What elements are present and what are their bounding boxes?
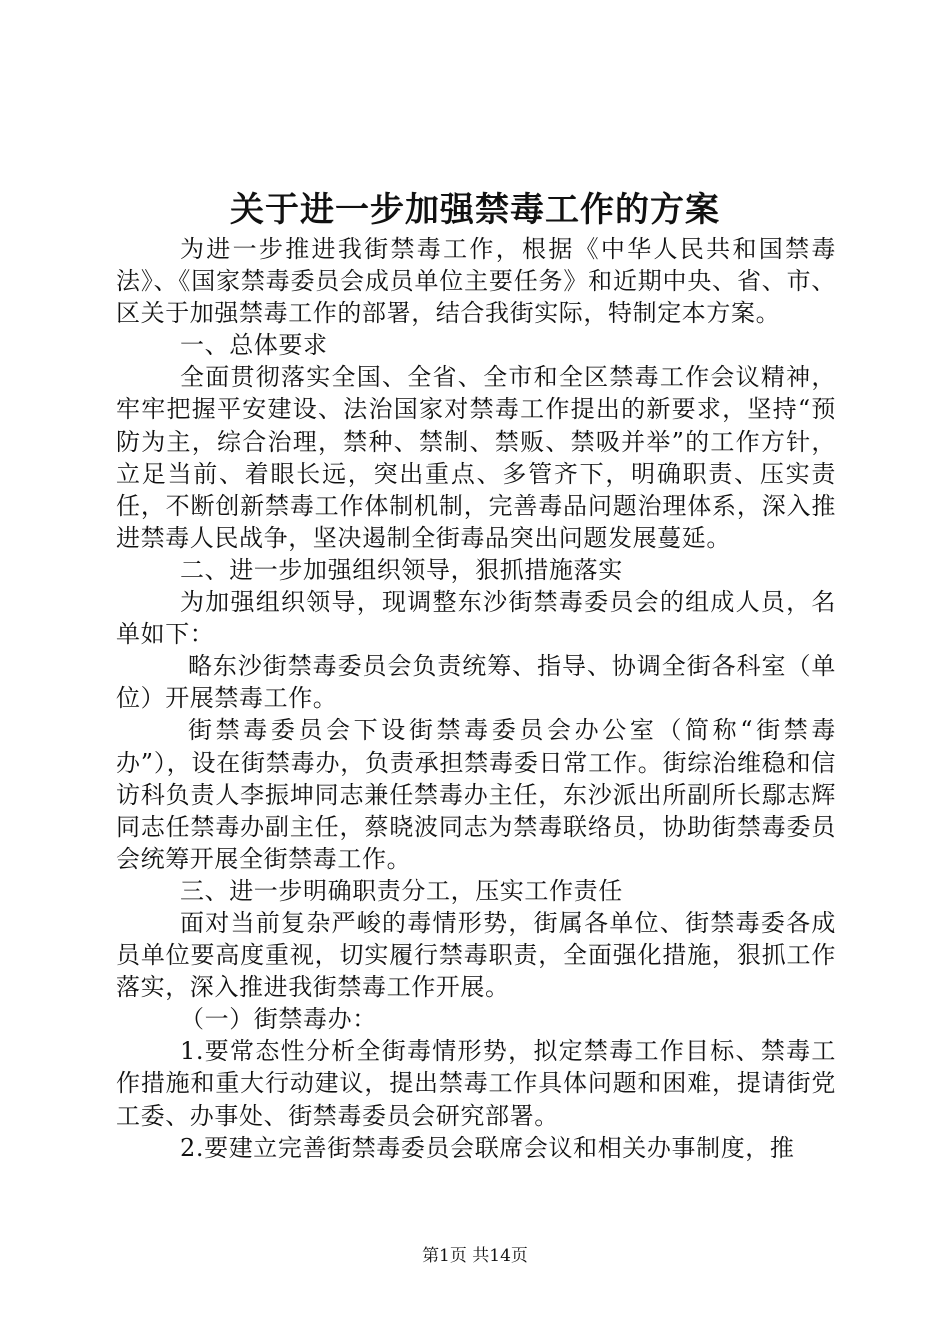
list-item-1: 1.要常态性分析全街毒情形势，拟定禁毒工作目标、禁毒工作措施和重大行动建议，提出禁毒工作具体问题和困难，提请街党工委、办事处、街禁毒委员会研究部署。 (116, 1037, 836, 1130)
paragraph-general-requirements: 全面贯彻落实全国、全省、全市和全区禁毒工作会议精神，牢牢把握平安建设、法治国家对禁毒工作提出的新要求，坚持“预防为主，综合治理，禁种、禁制、禁贩、禁吸并举”的工作方针，立足当前、着眼长远，突出重点、多管齐下，明确职责、压实责任，不断创新禁毒工作体制机制，完善毒品问题治理体系，深入推进禁毒人民战争，坚决遏制全街毒品突出问题发展蔓延。 (116, 363, 836, 552)
document-body (116, 233, 836, 1164)
heading-general-requirements: 一、总体要求 (180, 331, 328, 360)
paragraph-organization-members: 为加强组织领导，现调整东沙街禁毒委员会的组成人员，名单如下： (116, 588, 836, 649)
page-footer: 第1页 共14页 (422, 1246, 528, 1266)
document-title: 关于进一步加强禁毒工作的方案 (230, 190, 720, 230)
paragraph-intro: 为进一步推进我街禁毒工作，根据《中华人民共和国禁毒法》、《国家禁毒委员会成员单位主要任务》和近期中央、省、市、区关于加强禁毒工作的部署，结合我街实际，特制定本方案。 (116, 235, 836, 328)
paragraph-committee-office: 街禁毒委员会下设街禁毒委员会办公室（简称“街禁毒办”），设在街禁毒办，负责承担禁毒委日常工作。街综治维稳和信访科负责人李振坤同志兼任禁毒办主任，东沙派出所副所长鄢志辉同志任禁毒办副主任，蔡晓波同志为禁毒联络员，协助街禁毒委员会统筹开展全街禁毒工作。 (116, 716, 836, 873)
paragraph-committee-role: 略东沙街禁毒委员会负责统筹、指导、协调全街各科室（单位）开展禁毒工作。 (116, 652, 836, 713)
heading-responsibilities: 三、进一步明确职责分工，压实工作责任 (180, 876, 623, 905)
heading-organization-leadership: 二、进一步加强组织领导，狠抓措施落实 (180, 555, 623, 584)
subheading-street-office: （一）街禁毒办： (180, 1005, 377, 1034)
list-item-2: 2.要建立完善街禁毒委员会联席会议和相关办事制度，推 (180, 1133, 795, 1162)
paragraph-responsibilities: 面对当前复杂严峻的毒情形势，街属各单位、街禁毒委各成员单位要高度重视，切实履行禁毒职责，全面强化措施，狠抓工作落实，深入推进我街禁毒工作开展。 (116, 908, 836, 1002)
